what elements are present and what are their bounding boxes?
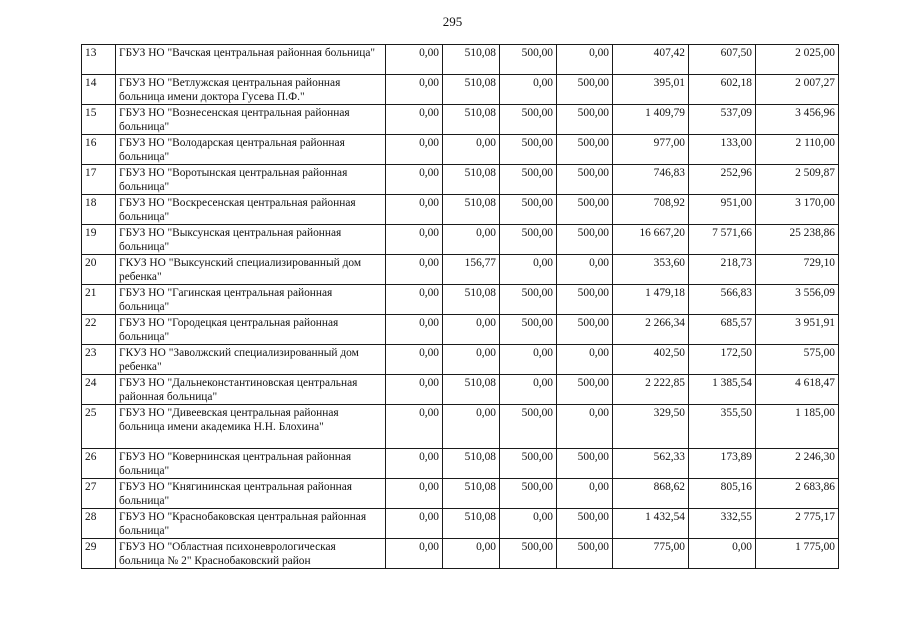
value-col-6: 133,00	[689, 135, 756, 165]
value-col-2: 0,00	[443, 225, 500, 255]
value-col-3: 0,00	[500, 75, 557, 105]
institution-name: ГБУЗ НО "Вознесенская центральная районная больница"	[116, 105, 386, 135]
value-col-7: 2 775,17	[756, 509, 839, 539]
institution-name: ГБУЗ НО "Воскресенская центральная районная больница"	[116, 195, 386, 225]
value-col-2: 156,77	[443, 255, 500, 285]
value-col-2: 0,00	[443, 345, 500, 375]
value-col-5: 708,92	[613, 195, 689, 225]
value-col-2: 0,00	[443, 405, 500, 449]
value-col-1: 0,00	[386, 345, 443, 375]
value-col-7: 25 238,86	[756, 225, 839, 255]
value-col-3: 500,00	[500, 449, 557, 479]
value-col-3: 500,00	[500, 479, 557, 509]
value-col-5: 407,42	[613, 45, 689, 75]
value-col-4: 500,00	[557, 285, 613, 315]
value-col-1: 0,00	[386, 479, 443, 509]
value-col-5: 868,62	[613, 479, 689, 509]
row-number: 24	[82, 375, 116, 405]
value-col-1: 0,00	[386, 375, 443, 405]
table-row	[82, 105, 839, 135]
institution-name: ГБУЗ НО "Выксунская центральная районная больница"	[116, 225, 386, 255]
value-col-3: 500,00	[500, 315, 557, 345]
row-number: 26	[82, 449, 116, 479]
value-col-3: 500,00	[500, 195, 557, 225]
table-row	[82, 285, 839, 315]
value-col-1: 0,00	[386, 509, 443, 539]
table-row	[82, 75, 839, 105]
value-col-5: 562,33	[613, 449, 689, 479]
value-col-3: 0,00	[500, 255, 557, 285]
value-col-5: 402,50	[613, 345, 689, 375]
value-col-6: 805,16	[689, 479, 756, 509]
row-number: 15	[82, 105, 116, 135]
value-col-3: 500,00	[500, 285, 557, 315]
value-col-2: 0,00	[443, 315, 500, 345]
value-col-6: 173,89	[689, 449, 756, 479]
value-col-5: 1 432,54	[613, 509, 689, 539]
value-col-4: 500,00	[557, 375, 613, 405]
value-col-1: 0,00	[386, 165, 443, 195]
value-col-1: 0,00	[386, 75, 443, 105]
table-row	[82, 165, 839, 195]
row-number: 13	[82, 45, 116, 75]
value-col-1: 0,00	[386, 135, 443, 165]
institution-name: ГБУЗ НО "Дивеевская центральная районная больница имени академика Н.Н. Блохина"	[116, 405, 386, 449]
value-col-1: 0,00	[386, 225, 443, 255]
table-row	[82, 255, 839, 285]
table-row	[82, 195, 839, 225]
institution-name: ГКУЗ НО "Выксунский специализированный дом ребенка"	[116, 255, 386, 285]
row-number: 27	[82, 479, 116, 509]
value-col-6: 951,00	[689, 195, 756, 225]
value-col-7: 1 185,00	[756, 405, 839, 449]
value-col-4: 500,00	[557, 509, 613, 539]
table-row	[82, 509, 839, 539]
value-col-6: 537,09	[689, 105, 756, 135]
value-col-7: 3 456,96	[756, 105, 839, 135]
value-col-6: 252,96	[689, 165, 756, 195]
value-col-4: 500,00	[557, 135, 613, 165]
value-col-7: 2 509,87	[756, 165, 839, 195]
value-col-3: 0,00	[500, 509, 557, 539]
institution-name: ГБУЗ НО "Ковернинская центральная районная больница"	[116, 449, 386, 479]
table-row	[82, 375, 839, 405]
value-col-2: 0,00	[443, 135, 500, 165]
table-row	[82, 315, 839, 345]
institution-name: ГБУЗ НО "Областная психоневрологическая больница № 2" Краснобаковский район	[116, 539, 386, 569]
value-col-4: 500,00	[557, 225, 613, 255]
value-col-7: 3 556,09	[756, 285, 839, 315]
table-row	[82, 225, 839, 255]
value-col-2: 510,08	[443, 479, 500, 509]
table-row	[82, 539, 839, 569]
value-col-2: 510,08	[443, 449, 500, 479]
value-col-4: 0,00	[557, 479, 613, 509]
value-col-1: 0,00	[386, 449, 443, 479]
value-col-3: 500,00	[500, 405, 557, 449]
institution-name: ГБУЗ НО "Гагинская центральная районная больница"	[116, 285, 386, 315]
page-number: 295	[442, 14, 463, 29]
value-col-3: 500,00	[500, 539, 557, 569]
value-col-4: 500,00	[557, 449, 613, 479]
row-number: 23	[82, 345, 116, 375]
value-col-6: 1 385,54	[689, 375, 756, 405]
institution-name: ГБУЗ НО "Ветлужская центральная районная больница имени доктора Гусева П.Ф."	[116, 75, 386, 105]
value-col-6: 602,18	[689, 75, 756, 105]
value-col-2: 510,08	[443, 375, 500, 405]
value-col-7: 575,00	[756, 345, 839, 375]
value-col-6: 218,73	[689, 255, 756, 285]
row-number: 20	[82, 255, 116, 285]
value-col-2: 0,00	[443, 539, 500, 569]
value-col-4: 500,00	[557, 165, 613, 195]
value-col-1: 0,00	[386, 405, 443, 449]
row-number: 28	[82, 509, 116, 539]
value-col-1: 0,00	[386, 539, 443, 569]
value-col-7: 2 007,27	[756, 75, 839, 105]
value-col-5: 329,50	[613, 405, 689, 449]
value-col-6: 332,55	[689, 509, 756, 539]
table-body	[82, 45, 839, 569]
value-col-4: 500,00	[557, 195, 613, 225]
table-row	[82, 479, 839, 509]
value-col-5: 1 409,79	[613, 105, 689, 135]
institution-name: ГБУЗ НО "Вачская центральная районная больница"	[116, 45, 386, 75]
value-col-7: 2 683,86	[756, 479, 839, 509]
value-col-7: 2 025,00	[756, 45, 839, 75]
value-col-5: 16 667,20	[613, 225, 689, 255]
row-number: 16	[82, 135, 116, 165]
value-col-2: 510,08	[443, 195, 500, 225]
value-col-2: 510,08	[443, 105, 500, 135]
row-number: 22	[82, 315, 116, 345]
table-row	[82, 45, 839, 75]
value-col-5: 395,01	[613, 75, 689, 105]
value-col-6: 172,50	[689, 345, 756, 375]
table-row	[82, 449, 839, 479]
value-col-5: 2 266,34	[613, 315, 689, 345]
value-col-1: 0,00	[386, 195, 443, 225]
value-col-2: 510,08	[443, 45, 500, 75]
value-col-5: 353,60	[613, 255, 689, 285]
row-number: 25	[82, 405, 116, 449]
value-col-2: 510,08	[443, 75, 500, 105]
value-col-2: 510,08	[443, 165, 500, 195]
value-col-3: 0,00	[500, 375, 557, 405]
value-col-6: 355,50	[689, 405, 756, 449]
value-col-1: 0,00	[386, 105, 443, 135]
value-col-7: 2 110,00	[756, 135, 839, 165]
institution-name: ГБУЗ НО "Городецкая центральная районная больница"	[116, 315, 386, 345]
value-col-4: 0,00	[557, 45, 613, 75]
value-col-7: 3 170,00	[756, 195, 839, 225]
value-col-7: 4 618,47	[756, 375, 839, 405]
institution-name: ГБУЗ НО "Княгининская центральная районная больница"	[116, 479, 386, 509]
value-col-5: 746,83	[613, 165, 689, 195]
value-col-4: 0,00	[557, 255, 613, 285]
value-col-1: 0,00	[386, 285, 443, 315]
table-row	[82, 345, 839, 375]
value-col-4: 0,00	[557, 405, 613, 449]
value-col-4: 500,00	[557, 539, 613, 569]
institution-name: ГБУЗ НО "Воротынская центральная районная больница"	[116, 165, 386, 195]
value-col-3: 0,00	[500, 345, 557, 375]
value-col-7: 2 246,30	[756, 449, 839, 479]
table-row	[82, 405, 839, 449]
value-col-7: 729,10	[756, 255, 839, 285]
value-col-3: 500,00	[500, 225, 557, 255]
value-col-6: 607,50	[689, 45, 756, 75]
value-col-4: 500,00	[557, 105, 613, 135]
value-col-3: 500,00	[500, 45, 557, 75]
institution-name: ГБУЗ НО "Володарская центральная районная больница"	[116, 135, 386, 165]
value-col-1: 0,00	[386, 45, 443, 75]
row-number: 29	[82, 539, 116, 569]
value-col-5: 1 479,18	[613, 285, 689, 315]
table-row	[82, 135, 839, 165]
value-col-5: 2 222,85	[613, 375, 689, 405]
institution-name: ГБУЗ НО "Дальнеконстантиновская центральная районная больница"	[116, 375, 386, 405]
value-col-3: 500,00	[500, 105, 557, 135]
value-col-6: 7 571,66	[689, 225, 756, 255]
value-col-3: 500,00	[500, 165, 557, 195]
row-number: 19	[82, 225, 116, 255]
hospital-funding-table	[81, 44, 839, 569]
institution-name: ГБУЗ НО "Краснобаковская центральная районная больница"	[116, 509, 386, 539]
value-col-7: 3 951,91	[756, 315, 839, 345]
row-number: 18	[82, 195, 116, 225]
value-col-6: 685,57	[689, 315, 756, 345]
value-col-1: 0,00	[386, 255, 443, 285]
row-number: 21	[82, 285, 116, 315]
institution-name: ГКУЗ НО "Заволжский специализированный дом ребенка"	[116, 345, 386, 375]
row-number: 17	[82, 165, 116, 195]
value-col-1: 0,00	[386, 315, 443, 345]
value-col-7: 1 775,00	[756, 539, 839, 569]
value-col-4: 0,00	[557, 345, 613, 375]
value-col-5: 775,00	[613, 539, 689, 569]
value-col-2: 510,08	[443, 509, 500, 539]
value-col-2: 510,08	[443, 285, 500, 315]
row-number: 14	[82, 75, 116, 105]
value-col-4: 500,00	[557, 315, 613, 345]
value-col-5: 977,00	[613, 135, 689, 165]
value-col-3: 500,00	[500, 135, 557, 165]
value-col-4: 500,00	[557, 75, 613, 105]
value-col-6: 566,83	[689, 285, 756, 315]
value-col-6: 0,00	[689, 539, 756, 569]
